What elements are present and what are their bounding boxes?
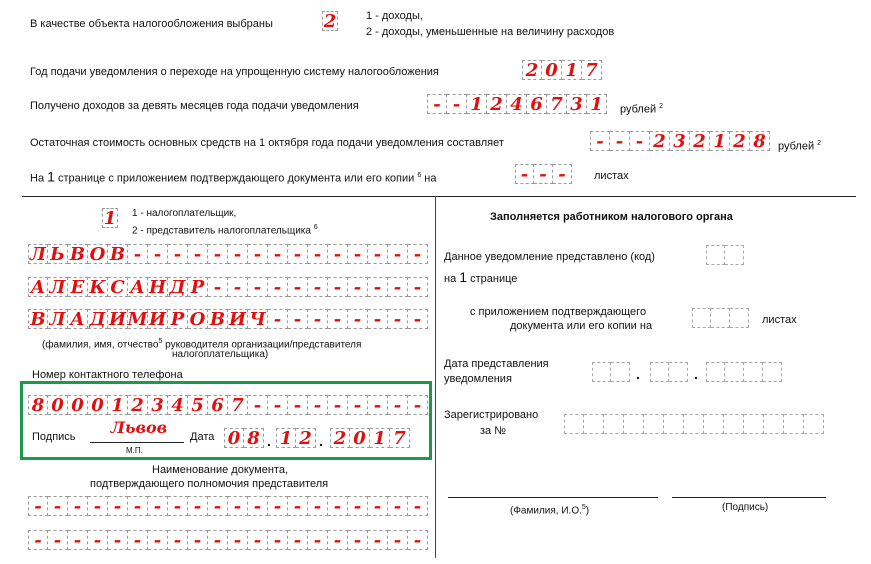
char-cell: - (288, 244, 308, 264)
office-title: Заполняется работником налогового органа (490, 211, 733, 223)
office-fio-line (448, 497, 658, 498)
char-cell: 3 (148, 395, 168, 415)
date-year-field[interactable] (330, 428, 410, 448)
office-attach-cell (711, 308, 730, 328)
char-cell: 8 (28, 395, 48, 415)
char-cell: 2 (690, 131, 710, 151)
char-cell: 2 (128, 395, 148, 415)
date-separator: . (636, 366, 640, 382)
char-cell: 7 (228, 395, 248, 415)
char-cell: В (208, 309, 228, 329)
signature-value[interactable]: Львов (110, 418, 168, 437)
char-cell: 0 (542, 60, 562, 80)
char-cell: - (228, 277, 248, 297)
office-date-label-2: уведомления (444, 373, 512, 385)
char-cell: - (148, 244, 168, 264)
char-cell: 3 (567, 94, 587, 114)
char-cell: 0 (68, 395, 88, 415)
char-cell: - (68, 530, 88, 550)
char-cell: И (148, 308, 166, 330)
char-cell: - (208, 530, 228, 550)
char-cell: - (128, 496, 148, 516)
office-date-cell (669, 362, 688, 382)
char-cell: 2 (522, 60, 542, 80)
char-cell (604, 414, 624, 434)
char-cell: - (288, 277, 308, 297)
patronymic-field[interactable] (28, 309, 428, 329)
char-cell: 1 (710, 131, 730, 151)
char-cell: - (308, 530, 328, 550)
office-date-cell (592, 362, 611, 382)
office-date-label-1: Дата представления (444, 358, 549, 370)
char-cell: Л (28, 244, 48, 264)
char-cell: - (408, 309, 428, 329)
char-cell: - (368, 309, 388, 329)
pages-field[interactable] (515, 164, 572, 184)
taxation-option-1: 1 - доходы, (366, 10, 423, 22)
assets-field[interactable] (590, 131, 770, 151)
char-cell: - (128, 244, 148, 264)
char-cell: 2 (330, 428, 350, 448)
char-cell: - (148, 496, 168, 516)
year-label: Год подачи уведомления о переходе на упрощенную систему налогообложения (30, 66, 439, 78)
char-cell: - (308, 244, 328, 264)
char-cell (644, 414, 664, 434)
year-field[interactable] (522, 60, 602, 80)
rep-doc-field-2[interactable] (28, 530, 428, 550)
char-cell: 7 (547, 94, 567, 114)
phone-label: Номер контактного телефона (32, 369, 183, 381)
char-cell: - (248, 277, 268, 297)
char-cell: - (348, 277, 368, 297)
char-cell: 1 (467, 94, 487, 114)
char-cell: - (128, 530, 148, 550)
firstname-field[interactable] (28, 277, 428, 297)
char-cell: Ь (48, 244, 68, 264)
char-cell: - (268, 496, 288, 516)
char-cell: - (328, 277, 348, 297)
char-cell: Л (48, 277, 68, 297)
char-cell: - (148, 530, 168, 550)
char-cell: Р (168, 309, 188, 329)
char-cell: - (348, 309, 368, 329)
char-cell: - (28, 530, 48, 550)
char-cell: Ч (248, 309, 268, 329)
office-sign-line (672, 497, 826, 498)
char-cell: 1 (587, 94, 607, 114)
char-cell: 6 (208, 395, 228, 415)
office-date-cell (744, 362, 763, 382)
char-cell: 8 (244, 428, 264, 448)
char-cell: - (308, 277, 328, 297)
pages-line: На 1 странице с приложением подтверждающего документа или его копии $^6$ на (30, 168, 437, 185)
char-cell: 4 (507, 94, 527, 114)
char-cell: - (228, 244, 248, 264)
office-code-cell (706, 245, 725, 265)
char-cell: - (368, 530, 388, 550)
char-cell: - (108, 530, 128, 550)
income-unit: рублей $^2$ (620, 103, 664, 116)
char-cell: - (388, 277, 408, 297)
char-cell: В (28, 309, 48, 329)
char-cell: - (208, 496, 228, 516)
pages-suffix: листах (594, 170, 629, 182)
char-cell: - (68, 496, 88, 516)
office-date-cell (650, 362, 669, 382)
char-cell: И (108, 308, 126, 330)
char-cell (804, 414, 824, 434)
char-cell: А (128, 277, 148, 297)
char-cell: 4 (168, 395, 188, 415)
char-cell: - (188, 530, 208, 550)
char-cell: - (288, 395, 308, 415)
taxation-value-cell: 2 (323, 10, 337, 32)
char-cell: 6 (527, 94, 547, 114)
signer-value-cell: 1 (103, 207, 117, 229)
taxation-label: В качестве объекта налогообложения выбраны (30, 18, 273, 30)
char-cell: 1 (370, 428, 390, 448)
char-cell: - (408, 530, 428, 550)
signature-label: Подпись (32, 431, 76, 443)
char-cell: - (288, 496, 308, 516)
char-cell: - (348, 244, 368, 264)
char-cell: 8 (750, 131, 770, 151)
char-cell: - (630, 131, 650, 151)
signer-value-field[interactable] (102, 208, 118, 228)
char-cell: - (328, 309, 348, 329)
column-divider (435, 196, 436, 558)
date-separator: . (694, 366, 698, 382)
stamp-label: М.П. (126, 446, 143, 455)
char-cell: Д (88, 309, 108, 329)
char-cell: - (590, 131, 610, 151)
char-cell: - (328, 530, 348, 550)
char-cell (704, 414, 724, 434)
char-cell: - (553, 164, 572, 184)
char-cell: - (268, 244, 288, 264)
char-cell: - (48, 496, 68, 516)
rep-doc-label-1: Наименование документа, (152, 464, 289, 476)
char-cell: - (408, 395, 428, 415)
date-separator: . (319, 433, 323, 449)
char-cell: - (168, 496, 188, 516)
char-cell: Н (148, 276, 166, 298)
char-cell: О (88, 244, 108, 264)
signer-option-1: 1 - налогоплательщик, (132, 208, 237, 219)
office-reg-label-1: Зарегистрировано (444, 409, 539, 421)
char-cell: - (168, 530, 188, 550)
office-reg-field[interactable] (564, 414, 824, 434)
taxation-option-2: 2 - доходы, уменьшенные на величину расходов (366, 26, 615, 38)
office-date-cell (763, 362, 782, 382)
char-cell: 2 (296, 428, 316, 448)
char-cell: - (248, 395, 268, 415)
char-cell: - (28, 496, 48, 516)
char-cell: - (348, 496, 368, 516)
char-cell: Д (168, 277, 188, 297)
char-cell: - (268, 530, 288, 550)
rep-doc-label-2: подтверждающего полномочия представителя (90, 478, 329, 490)
char-cell: - (188, 244, 208, 264)
char-cell: - (348, 530, 368, 550)
char-cell: 1 (108, 395, 128, 415)
char-cell: - (308, 309, 328, 329)
office-code-label: Данное уведомление представлено (код) (444, 251, 655, 263)
taxation-value-field[interactable] (322, 11, 338, 31)
char-cell: 7 (390, 428, 410, 448)
office-date-cell (611, 362, 630, 382)
char-cell: - (228, 530, 248, 550)
office-date-month-field[interactable] (650, 362, 688, 382)
char-cell: - (515, 164, 534, 184)
char-cell: О (188, 309, 208, 329)
section-divider (22, 196, 856, 197)
assets-label: Остаточная стоимость основных средств на 1 октября года подачи уведомления составляет (30, 137, 504, 149)
assets-unit: рублей $^2$ (778, 140, 822, 153)
name-caption-2: налогоплательщика) (172, 349, 269, 360)
char-cell (744, 414, 764, 434)
office-fio-caption: (Фамилия, И.О.$^5$) (510, 504, 590, 517)
office-code-field[interactable] (706, 245, 744, 265)
char-cell: - (208, 277, 228, 297)
date-month-field[interactable] (276, 428, 316, 448)
office-attach-label-1: с приложением подтверждающего (470, 306, 647, 318)
signature-line (90, 442, 184, 443)
char-cell: 1 (562, 60, 582, 80)
char-cell: 2 (730, 131, 750, 151)
char-cell: - (268, 309, 288, 329)
char-cell: - (388, 244, 408, 264)
office-date-cell (725, 362, 744, 382)
char-cell: - (248, 530, 268, 550)
char-cell: - (388, 530, 408, 550)
char-cell: - (348, 395, 368, 415)
char-cell: - (388, 309, 408, 329)
char-cell: - (268, 277, 288, 297)
char-cell: - (368, 244, 388, 264)
char-cell: - (328, 395, 348, 415)
char-cell: С (108, 277, 128, 297)
office-date-day-field[interactable] (592, 362, 630, 382)
date-label: Дата (190, 431, 215, 443)
char-cell: - (228, 496, 248, 516)
char-cell: - (388, 496, 408, 516)
char-cell: - (308, 496, 328, 516)
office-pages: на 1 странице (444, 269, 518, 285)
char-cell: А (28, 277, 48, 297)
char-cell: - (108, 496, 128, 516)
char-cell: 5 (188, 395, 208, 415)
phone-field[interactable] (28, 395, 428, 415)
office-attach-field[interactable] (692, 308, 749, 328)
char-cell: - (208, 244, 228, 264)
office-code-cell (725, 245, 744, 265)
income-label: Получено доходов за девять месяцев года подачи уведомления (30, 100, 359, 112)
char-cell: - (368, 277, 388, 297)
char-cell: - (248, 244, 268, 264)
char-cell (764, 414, 784, 434)
char-cell: - (408, 244, 428, 264)
char-cell: Е (68, 277, 88, 297)
char-cell: 0 (350, 428, 370, 448)
char-cell: 1 (276, 428, 296, 448)
office-attach-cell (692, 308, 711, 328)
char-cell (664, 414, 684, 434)
highlight-box (20, 381, 432, 460)
income-field[interactable] (427, 94, 607, 114)
char-cell: 2 (487, 94, 507, 114)
char-cell: Р (188, 277, 208, 297)
rep-doc-field-1[interactable] (28, 496, 428, 516)
char-cell: - (408, 277, 428, 297)
date-day-field[interactable] (224, 428, 264, 448)
char-cell (624, 414, 644, 434)
office-attach-cell (730, 308, 749, 328)
char-cell (564, 414, 584, 434)
char-cell: 3 (670, 131, 690, 151)
char-cell: И (228, 308, 246, 330)
char-cell: В (68, 244, 88, 264)
office-attach-suffix: листах (762, 314, 797, 326)
char-cell (584, 414, 604, 434)
char-cell (684, 414, 704, 434)
char-cell: - (248, 496, 268, 516)
char-cell: - (168, 244, 188, 264)
char-cell: - (408, 496, 428, 516)
char-cell: - (610, 131, 630, 151)
char-cell: - (447, 94, 467, 114)
char-cell: 0 (48, 395, 68, 415)
char-cell: 7 (582, 60, 602, 80)
char-cell: - (328, 244, 348, 264)
char-cell: - (388, 395, 408, 415)
signer-option-2: 2 - представитель налогоплательщика $^6$ (132, 224, 318, 237)
char-cell: - (368, 496, 388, 516)
char-cell: - (368, 395, 388, 415)
name-caption: (фамилия, имя, отчество$^5$ руководителя организации/представителя (42, 338, 362, 351)
char-cell: 2 (650, 131, 670, 151)
char-cell: А (68, 309, 88, 329)
office-reg-label-2: за № (480, 425, 507, 437)
office-attach-label-2: документа или его копии на (510, 320, 653, 332)
char-cell: К (88, 277, 108, 297)
char-cell (724, 414, 744, 434)
char-cell: - (427, 94, 447, 114)
char-cell: В (108, 244, 128, 264)
date-separator: . (267, 433, 271, 449)
char-cell (784, 414, 804, 434)
char-cell: - (328, 496, 348, 516)
office-date-year-field[interactable] (706, 362, 782, 382)
char-cell: - (534, 164, 553, 184)
char-cell: 0 (88, 395, 108, 415)
char-cell: - (88, 530, 108, 550)
char-cell: - (88, 496, 108, 516)
char-cell: - (308, 395, 328, 415)
char-cell: - (268, 395, 288, 415)
char-cell: М (127, 308, 148, 330)
char-cell: - (288, 530, 308, 550)
char-cell: 0 (224, 428, 244, 448)
char-cell: - (48, 530, 68, 550)
office-date-cell (706, 362, 725, 382)
surname-field[interactable] (28, 244, 428, 264)
office-sign-caption: (Подпись) (722, 502, 769, 513)
char-cell: - (288, 309, 308, 329)
char-cell: - (188, 496, 208, 516)
char-cell: Л (48, 309, 68, 329)
